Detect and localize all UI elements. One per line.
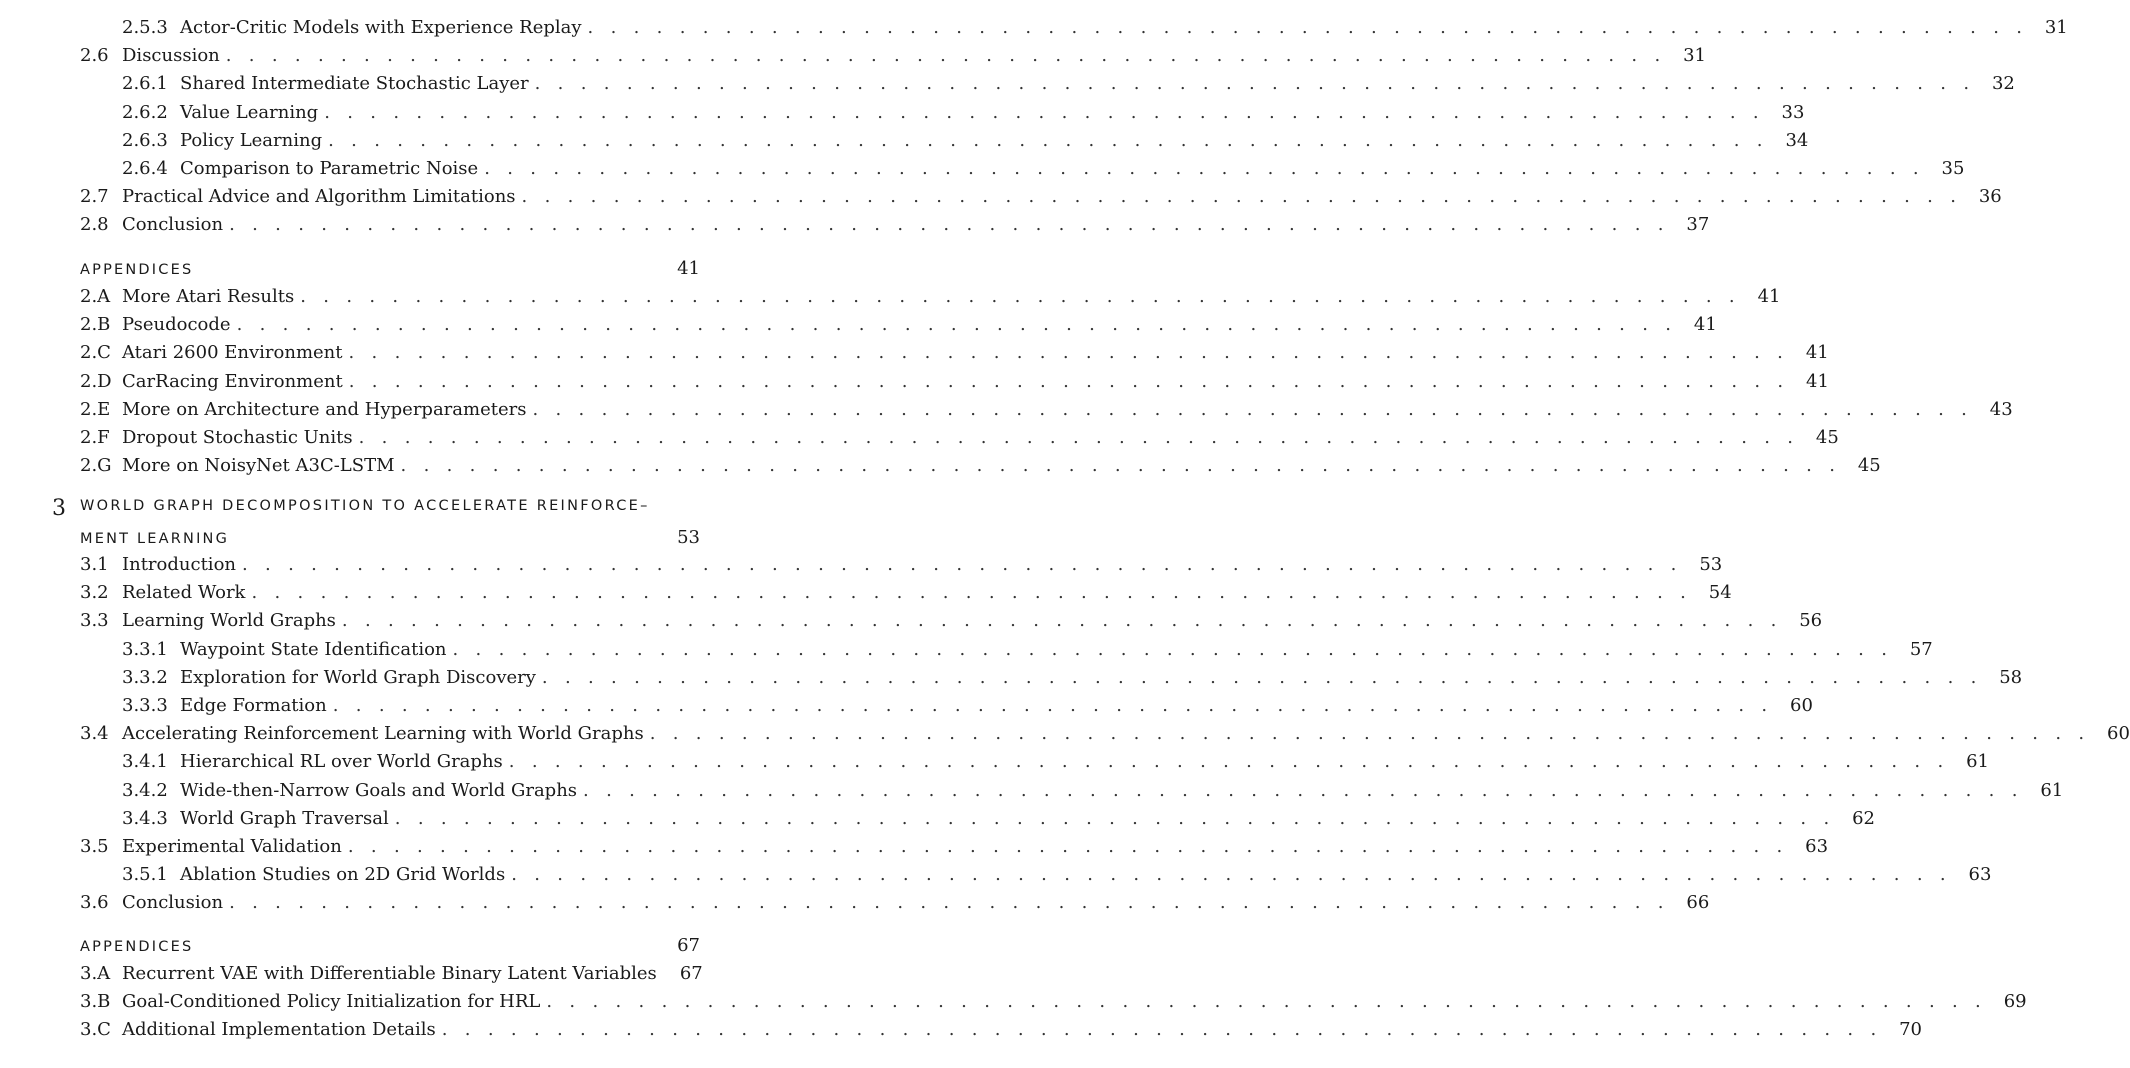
toc-entry[interactable]	[122, 155, 1965, 183]
dot-leader: . . . . . . . . . . . . . . . . . . . . . . . . . . . . . . . . . . . . . . . . . . . . . . . . . . . . . . . . . . . . . . .	[484, 158, 1925, 179]
page-number: 58	[1999, 666, 2023, 688]
page-number: 57	[1909, 638, 1933, 660]
toc-entry[interactable]	[122, 748, 1989, 776]
section-title: Waypoint State Identification	[180, 638, 447, 660]
page-number: 62	[1852, 807, 1875, 829]
section-number: 2.6.3	[122, 129, 168, 151]
toc-entry[interactable]	[122, 99, 1805, 127]
section-number: 3.2	[80, 582, 109, 604]
section-title: Shared Intermediate Stochastic Layer	[180, 73, 529, 95]
dot-leader: . . . . . . . . . . . . . . . . . . . . . . . . . . . . . . . . . . . . . . . . . . . . . . . . . . . . . . . . . . . . . . .	[236, 314, 1677, 336]
section-number: 3.4.1	[122, 751, 168, 773]
dot-leader: . . . . . . . . . . . . . . . . . . . . . . . . . . . . . . . . . . . . . . . . . . . . . . . . . . . . . . . . . . . . . . .	[229, 214, 1670, 236]
dot-leader: . . . . . . . . . . . . . . . . . . . . . . . . . . . . . . . . . . . . . . . . . . . . . . . . . . . . . . . . . . . . . . .	[341, 610, 1783, 632]
toc-entry[interactable]	[122, 127, 1809, 155]
section-title: Policy Learning	[180, 129, 323, 151]
page-number: 41	[677, 258, 700, 279]
toc-entry[interactable]	[80, 551, 1723, 579]
section-title: Discussion	[122, 45, 220, 67]
toc-entry[interactable]	[80, 211, 1710, 239]
dot-leader: . . . . . . . . . . . . . . . . . . . . . . . . . . . . . . . . . . . . . . . . . . . . . . . . . . . . . . . . . . . . . . .	[400, 455, 1841, 477]
toc-entry[interactable]	[122, 636, 1933, 664]
dot-leader: . . . . . . . . . . . . . . . . . . . . . . . . . . . . . . . . . . . . . . . . . . . . . . . . . . . . . . . . . . . . . . .	[358, 427, 1799, 448]
toc-entry[interactable]	[122, 692, 1813, 720]
appendices-heading-ch3[interactable]	[80, 932, 700, 960]
page-number: 41	[1805, 342, 1829, 364]
toc-entry[interactable]	[80, 1016, 1922, 1044]
toc-entry[interactable]	[80, 396, 2013, 424]
dot-leader: . . . . . . . . . . . . . . . . . . . . . . . . . . . . . . . . . . . . . . . . . . . . . . . . . . . . . . . . . . . . . . .	[441, 1019, 1882, 1041]
dot-leader: . . . . . . . . . . . . . . . . . . . . . . . . . . . . . . . . . . . . . . . . . . . . . . . . . . . . . . . . . . . . . . .	[251, 582, 1692, 604]
page-number: 69	[2003, 991, 2027, 1013]
page-number: 41	[1757, 286, 1781, 307]
page-number: 61	[1966, 751, 1989, 773]
page-number: 45	[1815, 427, 1839, 448]
dot-leader: . . . . . . . . . . . . . . . . . . . . . . . . . . . . . . . . . . . . . . . . . . . . . . . . . . . . . . . . . . . . . . .	[649, 723, 2090, 745]
toc-entry[interactable]	[80, 579, 1732, 607]
section-number: 2.6	[80, 45, 109, 67]
section-title: Conclusion	[122, 892, 224, 914]
section-title: Goal-Conditioned Policy Initialization for HRL	[122, 991, 541, 1013]
dot-leader: . . . . . . . . . . . . . . . . . . . . . . . . . . . . . . . . . . . . . . . . . . . . . . . . . . . . . . . . . . . . . . .	[521, 186, 1962, 208]
chapter-title-line-2: MENT LEARNING	[80, 531, 230, 547]
appendices-label: APPENDICES	[80, 939, 194, 955]
section-title: CarRacing Environment	[122, 370, 343, 392]
section-number: 2.D	[80, 370, 112, 392]
section-title: More Atari Results	[122, 286, 295, 307]
page-number: 33	[1781, 101, 1805, 123]
dot-leader: . . . . . . . . . . . . . . . . . . . . . . . . . . . . . . . . . . . . . . . . . . . . . . . . . . . . . . . . . . . . . . .	[452, 638, 1893, 660]
dot-leader: . . . . . . . . . . . . . . . . . . . . . . . . . . . . . . . . . . . . . . . . . . . . . . . . . . . . . . . . . . . . . . .	[324, 101, 1765, 123]
dot-leader: . . . . . . . . . . . . . . . . . . . . . . . . . . . . . . . . . . . . . . . . . . . . . . . . . . . . . . . . . . . . . . .	[587, 17, 2028, 38]
section-number: 3.5	[80, 836, 109, 857]
toc-entry[interactable]	[80, 42, 1706, 70]
dot-leader: . . . . . . . . . . . . . . . . . . . . . . . . . . . . . . . . . . . . . . . . . . . . . . . . . . . . . . . . . . . . . . .	[347, 836, 1789, 857]
dot-leader: . . . . . . . . . . . . . . . . . . . . . . . . . . . . . . . . . . . . . . . . . . . . . . . . . . . . . . . . . . . . . . .	[534, 73, 1975, 95]
page-number: 56	[1799, 610, 1823, 632]
page-number: 70	[1899, 1019, 1922, 1041]
dot-leader: . . . . . . . . . . . . . . . . . . . . . . . . . . . . . . . . . . . . . . . . . . . . . . . . . . . . . . . . . . . . . . .	[541, 666, 1983, 688]
section-title: World Graph Traversal	[180, 807, 389, 829]
page-number: 41	[1806, 370, 1829, 392]
dot-leader: . . . . . . . . . . . . . . . . . . . . . . . . . . . . . . . . . . . . . . . . . . . . . . . . . . . . . . . . . . . . . . .	[328, 129, 1769, 151]
toc-entry[interactable]	[122, 14, 2068, 42]
section-number: 3.5.1	[122, 864, 168, 886]
toc-entry[interactable]	[80, 452, 1881, 480]
toc-entry[interactable]	[80, 311, 1717, 339]
section-title: Dropout Stochastic Units	[122, 427, 353, 448]
dot-leader: . . . . . . . . . . . . . . . . . . . . . . . . . . . . . . . . . . . . . . . . . . . . . . . . . . . . . . . . . . . . . . .	[583, 779, 2024, 801]
dot-leader: . . . . . . . . . . . . . . . . . . . . . . . . . . . . . . . . . . . . . . . . . . . . . . . . . . . . . . . . . . . . . . .	[511, 864, 1952, 886]
page-number: 61	[2040, 779, 2064, 801]
page-number: 63	[1805, 836, 1829, 857]
section-number: 3.3.2	[122, 666, 168, 688]
toc-entry[interactable]	[80, 283, 1781, 311]
section-number: 2.6.4	[122, 158, 168, 179]
section-number: 2.F	[80, 427, 110, 448]
page-number: 54	[1708, 582, 1732, 604]
page-number: 43	[1989, 398, 2013, 420]
section-title: Additional Implementation Details	[122, 1019, 436, 1041]
page-number: 67	[679, 963, 703, 984]
section-title: Accelerating Reinforcement Learning with World Graphs	[122, 723, 644, 745]
section-number: 2.8	[80, 214, 109, 236]
page-number: 67	[677, 935, 700, 956]
section-number: 2.7	[80, 186, 109, 208]
dot-leader: . . . . . . . . . . . . . . . . . . . . . . . . . . . . . . . . . . . . . . . . . . . . . . . . . . . . . . . . . . . . . . .	[546, 991, 1987, 1013]
section-title: Atari 2600 Environment	[122, 342, 343, 364]
section-title: Actor-Critic Models with Experience Replay	[180, 17, 582, 38]
section-number: 3.3.3	[122, 695, 168, 716]
page-number: 31	[1683, 45, 1706, 67]
page-number: 32	[1991, 73, 2015, 95]
dot-leader: . . . . . . . . . . . . . . . . . . . . . . . . . . . . . . . . . . . . . . . . . . . . . . . . . . . . . . . . . . . . . . .	[300, 286, 1741, 307]
section-title: Practical Advice and Algorithm Limitations	[122, 186, 516, 208]
page-number: 66	[1686, 892, 1710, 914]
section-title: Ablation Studies on 2D Grid Worlds	[180, 864, 506, 886]
toc-entry[interactable]	[122, 861, 1992, 889]
section-number: 3.1	[80, 554, 109, 575]
section-number: 2.C	[80, 342, 111, 364]
toc-entry[interactable]	[80, 368, 1829, 396]
section-number: 2.G	[80, 455, 112, 477]
page-number: 34	[1785, 129, 1809, 151]
toc-entry[interactable]	[80, 607, 1823, 635]
page-number: 36	[1978, 186, 2002, 208]
section-title: More on Architecture and Hyperparameters	[122, 398, 527, 420]
page-number: 37	[1686, 214, 1710, 236]
section-number: 3.C	[80, 1019, 111, 1041]
section-number: 3.3	[80, 610, 109, 632]
chapter-number: 3	[52, 496, 66, 521]
section-title: Wide-then-Narrow Goals and World Graphs	[180, 779, 578, 801]
section-title: Experimental Validation	[122, 836, 342, 857]
toc-entry[interactable]	[80, 183, 2002, 211]
section-number: 3.4	[80, 723, 109, 745]
section-title: Introduction	[122, 554, 236, 575]
dot-leader: . . . . . . . . . . . . . . . . . . . . . . . . . . . . . . . . . . . . . . . . . . . . . . . . . . . . . . . . . . . . . . .	[242, 554, 1683, 575]
section-number: 3.3.1	[122, 638, 168, 660]
dot-leader: . . . . . . . . . . . . . . . . . . . . . . . . . . . . . . . . . . . . . . . . . . . . . . . . . . . . . . . . . . . . . . .	[229, 892, 1670, 914]
appendices-heading-ch2[interactable]	[80, 255, 700, 283]
page-number: 60	[1790, 695, 1813, 716]
section-number: 3.4.3	[122, 807, 168, 829]
toc-entry[interactable]	[80, 720, 2130, 748]
dot-leader: . . . . . . . . . . . . . . . . . . . . . . . . . . . . . . . . . . . . . . . . . . . . . . . . . . . . . . . . . . . . . . .	[508, 751, 1949, 773]
dot-leader: . . . . . . . . . . . . . . . . . . . . . . . . . . . . . . . . . . . . . . . . . . . . . . . . . . . . . . . . . . . . . . .	[225, 45, 1666, 67]
section-title: Edge Formation	[180, 695, 327, 716]
page-number: 63	[1968, 864, 1992, 886]
page-number: 41	[1693, 314, 1717, 336]
section-title: Conclusion	[122, 214, 224, 236]
dot-leader: . . . . . . . . . . . . . . . . . . . . . . . . . . . . . . . . . . . . . . . . . . . . . . . . . . . . . . . . . . . . . . .	[532, 398, 1973, 420]
toc-entry[interactable]	[122, 70, 2015, 98]
section-title: Recurrent VAE with Differentiable Binary Latent Variables	[122, 963, 657, 984]
page-number: 53	[1699, 554, 1723, 575]
toc-entry[interactable]	[80, 833, 1829, 861]
section-number: 3.B	[80, 991, 111, 1013]
toc-entry[interactable]	[80, 339, 1829, 367]
section-title: Hierarchical RL over World Graphs	[180, 751, 503, 773]
appendices-label: APPENDICES	[80, 262, 194, 278]
section-number: 2.A	[80, 286, 111, 307]
dot-leader: . . . . . . . . . . . . . . . . . . . . . . . . . . . . . . . . . . . . . . . . . . . . . . . . . . . . . . . . . . . . . . .	[348, 342, 1789, 364]
section-number: 2.6.2	[122, 101, 168, 123]
toc-entry[interactable]	[80, 988, 2027, 1016]
dot-leader: . . . . . . . . . . . . . . . . . . . . . . . . . . . . . . . . . . . . . . . . . . . . . . . . . . . . . . . . . . . . . . .	[332, 695, 1773, 716]
page-number: 45	[1857, 455, 1881, 477]
section-number: 2.6.1	[122, 73, 168, 95]
toc-entry[interactable]	[80, 960, 703, 988]
section-number: 3.4.2	[122, 779, 168, 801]
chapter-title-line-1[interactable]: WORLD GRAPH DECOMPOSITION TO ACCELERATE REINFORCE–	[80, 498, 650, 514]
section-title: Learning World Graphs	[122, 610, 336, 632]
section-number: 2.5.3	[122, 17, 168, 38]
page-number: 53	[677, 527, 700, 548]
section-number: 3.A	[80, 963, 111, 984]
toc-entry[interactable]	[80, 889, 1710, 917]
section-title: Comparison to Parametric Noise	[180, 158, 479, 179]
section-title: Value Learning	[180, 101, 319, 123]
dot-leader: . . . . . . . . . . . . . . . . . . . . . . . . . . . . . . . . . . . . . . . . . . . . . . . . . . . . . . . . . . . . . . .	[394, 807, 1835, 829]
section-title: Related Work	[122, 582, 246, 604]
section-title: Pseudocode	[122, 314, 231, 336]
section-number: 3.6	[80, 892, 109, 914]
toc-entry[interactable]	[122, 664, 2023, 692]
page-number: 31	[2044, 17, 2068, 38]
page-number: 60	[2107, 723, 2130, 745]
section-title: More on NoisyNet A3C-LSTM	[122, 455, 395, 477]
dot-leader: . . . . . . . . . . . . . . . . . . . . . . . . . . . . . . . . . . . . . . . . . . . . . . . . . . . . . . . . . . . . . . .	[348, 370, 1789, 392]
section-number: 2.B	[80, 314, 111, 336]
chapter-title-row[interactable]	[80, 524, 700, 552]
section-number: 2.E	[80, 398, 111, 420]
toc-entry[interactable]	[122, 805, 1875, 833]
page-number: 35	[1941, 158, 1965, 179]
toc-entry[interactable]	[122, 777, 2064, 805]
toc-entry[interactable]	[80, 424, 1839, 452]
section-title: Exploration for World Graph Discovery	[180, 666, 536, 688]
